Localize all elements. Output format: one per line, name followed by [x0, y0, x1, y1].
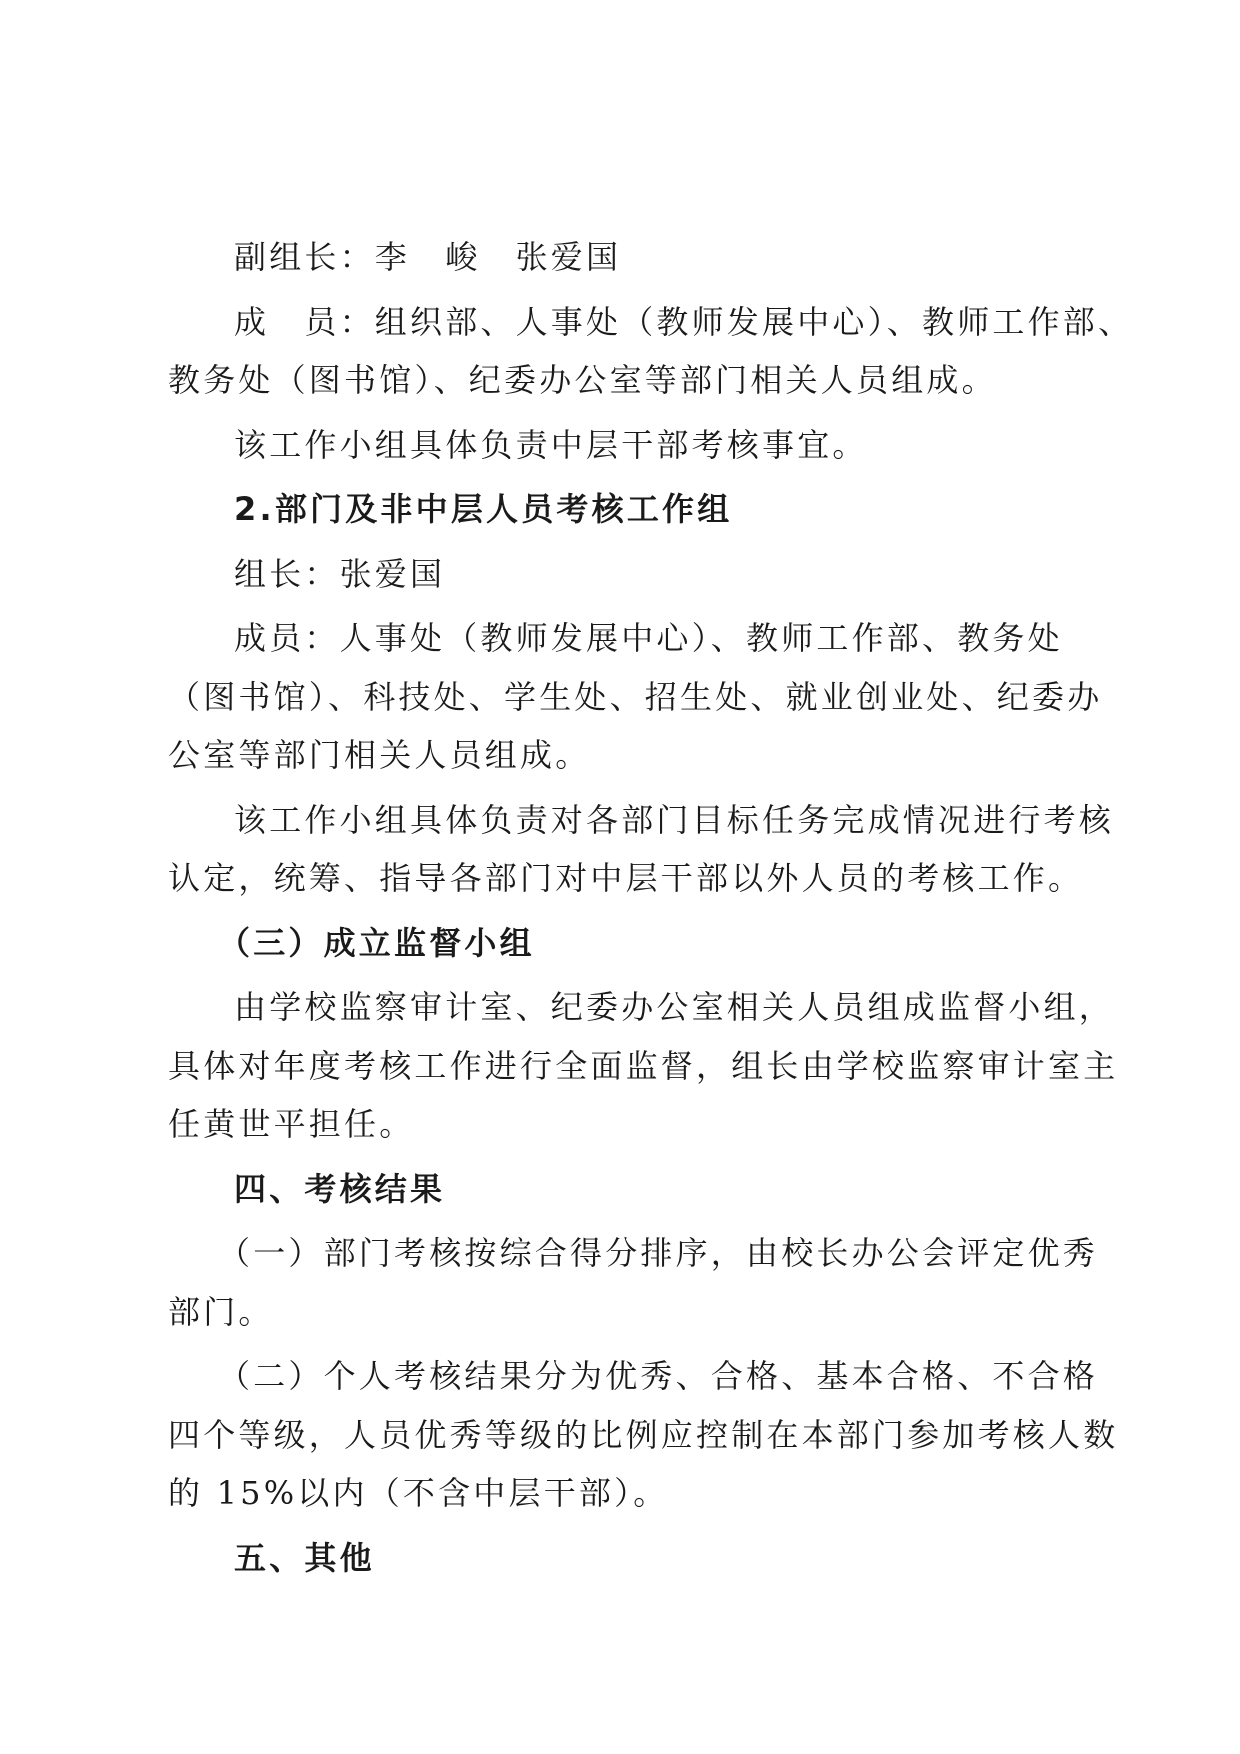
text-line: 成员：人事处（教师发展中心）、教师工作部、教务处 [234, 619, 1063, 657]
text-line: （二）个人考核结果分为优秀、合格、基本合格、不合格 [218, 1357, 1099, 1395]
heading-supervision [168, 914, 1072, 973]
paragraph-result-2 [168, 1347, 1099, 1406]
paragraph-supervision-cont [168, 1037, 1119, 1096]
paragraph-duty-2-cont [168, 849, 1084, 908]
paragraph-members-2-cont [168, 668, 1103, 727]
paragraph-supervision-cont [168, 1095, 1072, 1154]
text-line: 部门。 [168, 1292, 274, 1331]
paragraph-duty-1 [168, 416, 1072, 475]
paragraph-deputy-leader [168, 228, 1072, 287]
paragraph-duty-2 [168, 791, 1115, 850]
text-line: 由学校监察审计室、纪委办公室相关人员组成监督小组， [234, 988, 1115, 1026]
paragraph-result-2-cont [168, 1464, 1072, 1523]
heading-text: 五、其他 [234, 1538, 375, 1577]
text-line: 任黄世平担任。 [168, 1105, 415, 1143]
text-line: 公室等部门相关人员组成。 [168, 736, 591, 774]
text-line: 的 15%以内（不含中层干部）。 [168, 1474, 669, 1512]
heading-section-5 [168, 1529, 1072, 1588]
paragraph-members-2 [168, 609, 1072, 668]
text-line: 成 员：组织部、人事处（教师发展中心）、教师工作部、 [234, 302, 1134, 341]
text-line: （图书馆）、科技处、学生处、招生处、就业创业处、纪委办 [168, 677, 1103, 716]
heading-text: （三）成立监督小组 [218, 923, 535, 962]
paragraph-result-1-cont [168, 1283, 1072, 1342]
text-line: 组长：张爱国 [234, 554, 446, 593]
text-line: 四个等级，人员优秀等级的比例应控制在本部门参加考核人数 [168, 1415, 1119, 1454]
paragraph-leader-2 [168, 545, 1072, 604]
paragraph-result-2-cont [168, 1406, 1119, 1465]
paragraph-members-1-cont [168, 351, 1072, 410]
paragraph-members-2-cont [168, 726, 1072, 785]
paragraph-members-1 [168, 293, 1134, 352]
text-line: 教务处（图书馆）、纪委办公室等部门相关人员组成。 [168, 361, 997, 399]
text-line: 该工作小组具体负责对各部门目标任务完成情况进行考核 [234, 800, 1115, 839]
heading-section-4 [168, 1160, 1072, 1219]
text-line: 认定，统筹、指导各部门对中层干部以外人员的考核工作。 [168, 859, 1084, 897]
text-line: （一）部门考核按综合得分排序，由校长办公会评定优秀 [218, 1234, 1099, 1272]
heading-text: 四、考核结果 [234, 1169, 446, 1208]
text-line: 该工作小组具体负责中层干部考核事宜。 [234, 425, 868, 464]
heading-text: 2.部门及非中层人员考核工作组 [234, 490, 733, 528]
paragraph-supervision [168, 978, 1115, 1037]
paragraph-result-1 [168, 1224, 1099, 1283]
document-body [168, 228, 1134, 1587]
text-line: 具体对年度考核工作进行全面监督，组长由学校监察审计室主 [168, 1046, 1119, 1085]
text-line: 副组长：李 峻 张爱国 [234, 238, 622, 276]
heading-group-2 [168, 480, 1072, 539]
